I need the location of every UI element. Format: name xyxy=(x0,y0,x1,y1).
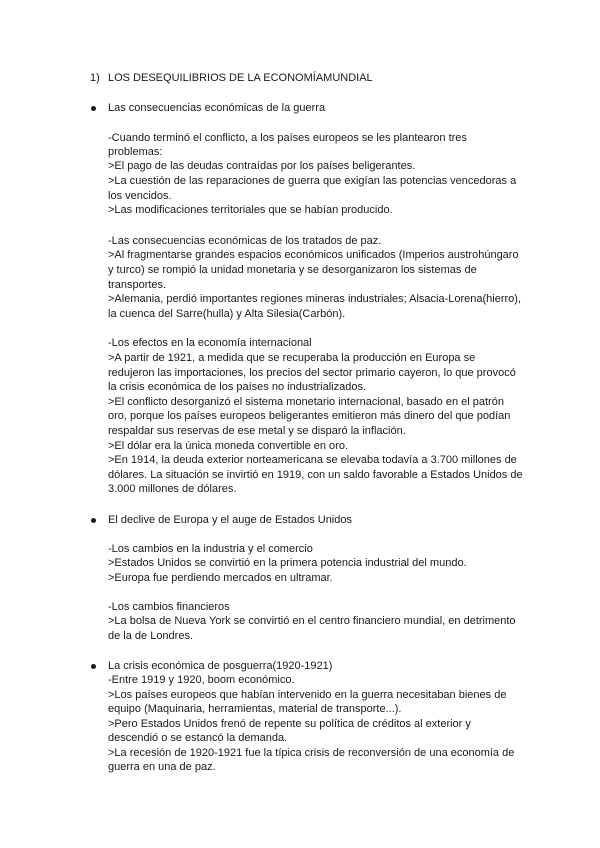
paragraph-line: transportes. xyxy=(108,279,167,291)
heading-number: 1) xyxy=(90,72,100,84)
paragraph-line: -Los cambios financieros xyxy=(108,601,230,613)
paragraph-line: de la de Londres. xyxy=(108,630,194,642)
paragraph-line: respaldar sus reservas de ese metal y se disparó la inflación. xyxy=(108,425,406,437)
paragraph-line: >En 1914, la deuda exterior norteamericana se elevaba todavía a 3.700 millones de xyxy=(108,454,517,466)
bullet-icon xyxy=(91,106,96,111)
paragraph-line: >Alemania, perdió importantes regiones mineras industriales; Alsacia-Lorena(hierro), xyxy=(108,293,522,305)
paragraph-line: -Las consecuencias económicas de los tratados de paz. xyxy=(108,235,382,247)
paragraph-line: >El dólar era la única moneda convertible en oro. xyxy=(108,440,349,452)
paragraph-line: -Cuando terminó el conflicto, a los países europeos se les plantearon tres xyxy=(108,132,467,144)
section-title: La crisis económica de posguerra(1920-1921) xyxy=(108,660,333,672)
paragraph-line: redujeron las importaciones, los precios del sector primario cayeron, lo que provocó xyxy=(108,367,516,379)
paragraph-line: la cuenca del Sarre(hulla) y Alta Silesia(Carbón). xyxy=(108,308,346,320)
paragraph-line: >La bolsa de Nueva York se convirtió en el centro financiero mundial, en detrimento xyxy=(108,615,516,627)
heading-title: LOS DESEQUILIBRIOS DE LA ECONOMÍAMUNDIAL xyxy=(108,72,373,84)
paragraph-line: >Las modificaciones territoriales que se habían producido. xyxy=(108,204,393,216)
paragraph-line: >Europa fue perdiendo mercados en ultramar. xyxy=(108,572,333,584)
bullet-icon xyxy=(91,518,96,523)
section-title: Las consecuencias económicas de la guerra xyxy=(108,102,326,114)
section-title: El declive de Europa y el auge de Estados Unidos xyxy=(108,514,352,526)
paragraph-line: 3.000 millones de dólares. xyxy=(108,483,237,495)
paragraph-line: oro, porque los países europeos beligerantes emitieron más dinero del que podían xyxy=(108,410,511,422)
paragraph-line: dólares. La situación se invirtió en 1919, con un saldo favorable a Estados Unidos de xyxy=(108,469,523,481)
paragraph-line: los vencidos. xyxy=(108,190,172,202)
paragraph-line: -Los efectos en la economía internacional xyxy=(108,337,312,349)
paragraph-line: >A partir de 1921, a medida que se recuperaba la producción en Europa se xyxy=(108,352,476,364)
paragraph-line: >Al fragmentarse grandes espacios económicos unificados (Imperios austrohúngaro xyxy=(108,249,519,261)
paragraph-line: y turco) se rompió la unidad monetaria y se desorganizaron los sistemas de xyxy=(108,264,477,276)
paragraph-line: problemas: xyxy=(108,146,163,158)
paragraph-line: equipo (Maquinaria, herramientas, material de transporte...). xyxy=(108,703,402,715)
paragraph-line: >Los países europeos que habían intervenido en la guerra necesitaban bienes de xyxy=(108,689,507,701)
bullet-icon xyxy=(91,664,96,669)
paragraph-line: guerra en una de paz. xyxy=(108,761,216,773)
paragraph-line: >El conflicto desorganizó el sistema monetario internacional, basado en el patrón xyxy=(108,396,504,408)
paragraph-line: >Pero Estados Unidos frenó de repente su política de créditos al exterior y xyxy=(108,718,471,730)
paragraph-line: la crisis económica de los países no industrializados. xyxy=(108,381,367,393)
paragraph-line: -Los cambios en la industria y el comercio xyxy=(108,543,313,555)
paragraph-line: >El pago de las deudas contraídas por los países beligerantes. xyxy=(108,160,416,172)
paragraph-line: >La cuestión de las reparaciones de guerra que exigían las potencias vencedoras a xyxy=(108,175,517,187)
paragraph-line: >La recesión de 1920-1921 fue la típica crisis de reconversión de una economía de xyxy=(108,747,515,759)
paragraph-line: descendió o se estancó la demanda. xyxy=(108,732,288,744)
paragraph-line: >Estados Unidos se convirtió en la primera potencia industrial del mundo. xyxy=(108,557,467,569)
paragraph-line: -Entre 1919 y 1920, boom económico. xyxy=(108,674,295,686)
